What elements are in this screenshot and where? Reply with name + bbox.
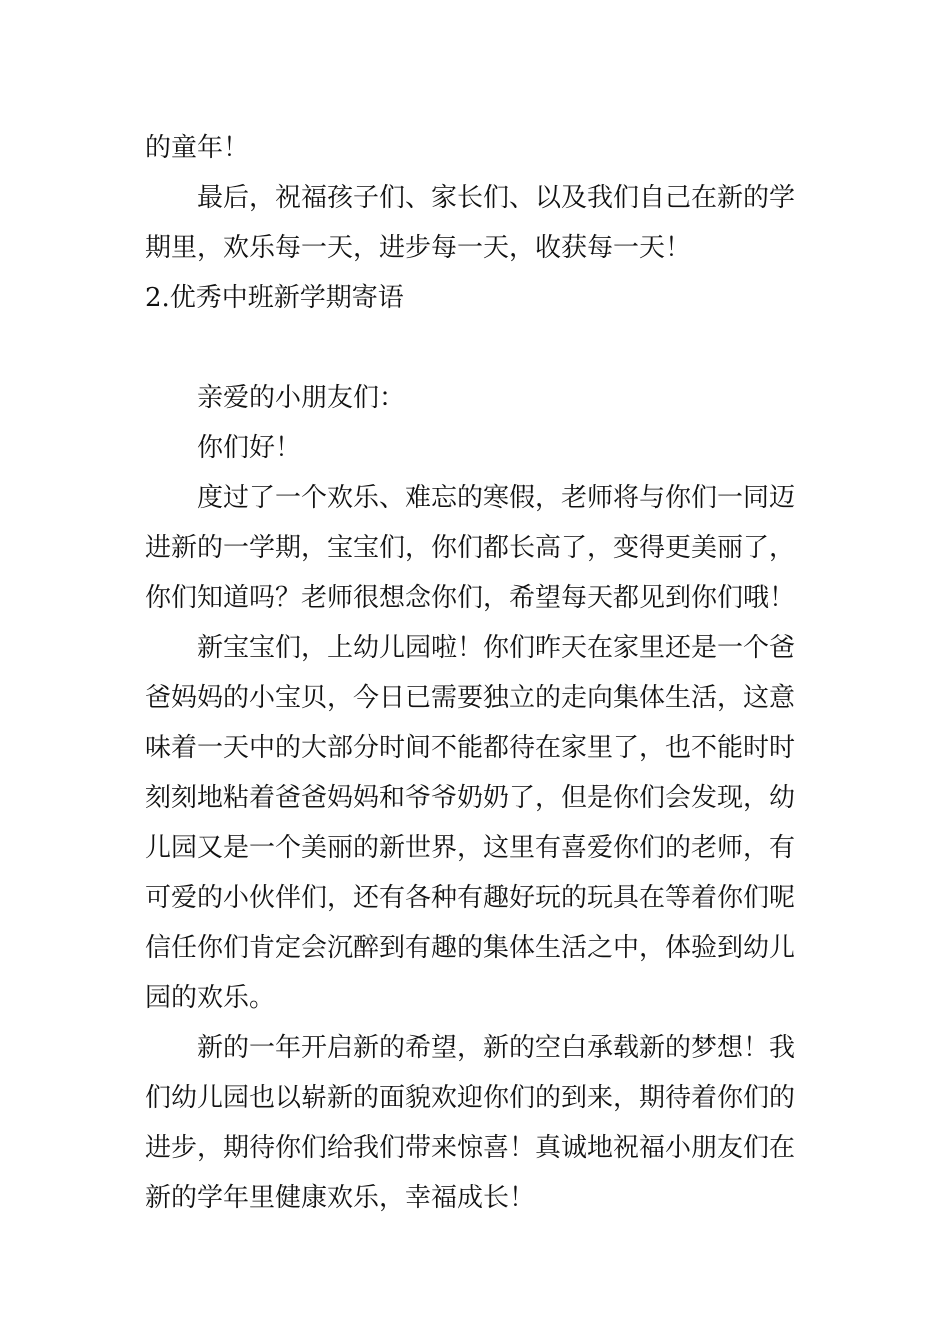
salutation: 亲爱的小朋友们： <box>197 383 406 413</box>
text-line: 你们知道吗？老师很想念你们，希望每天都见到你们哦！ <box>145 583 796 613</box>
text-line: 新的学年里健康欢乐，幸福成长！ <box>145 1183 536 1213</box>
text-line: 味着一天中的大部分时间不能都待在家里了，也不能时时 <box>145 733 796 763</box>
text-line: 园的欢乐。 <box>145 983 276 1013</box>
text-line: 信任你们肯定会沉醉到有趣的集体生活之中，体验到幼儿 <box>145 933 796 963</box>
text-line: 度过了一个欢乐、难忘的寒假，老师将与你们一同迈 <box>197 483 796 513</box>
spacer <box>145 323 810 373</box>
text-line: 儿园又是一个美丽的新世界，这里有喜爱你们的老师，有 <box>145 833 796 863</box>
text-line: 的童年！ <box>145 133 250 163</box>
text-line: 刻刻地粘着爸爸妈妈和爷爷奶奶了，但是你们会发现，幼 <box>145 783 796 813</box>
text-line: 最后，祝福孩子们、家长们、以及我们自己在新的学 <box>197 183 796 213</box>
greeting: 你们好！ <box>197 433 302 463</box>
text-line: 爸妈妈的小宝贝，今日已需要独立的走向集体生活，这意 <box>145 683 796 713</box>
text-line: 们幼儿园也以崭新的面貌欢迎你们的到来，期待着你们的 <box>145 1083 796 1113</box>
text-line: 进步，期待你们给我们带来惊喜！真诚地祝福小朋友们在 <box>145 1133 796 1163</box>
text-line: 可爱的小伙伴们，还有各种有趣好玩的玩具在等着你们呢 <box>145 883 796 913</box>
section-heading: 2.优秀中班新学期寄语 <box>145 283 404 313</box>
text-line: 期里，欢乐每一天，进步每一天，收获每一天！ <box>145 233 692 263</box>
text-line: 新宝宝们，上幼儿园啦！你们昨天在家里还是一个爸 <box>197 633 796 663</box>
document-page <box>145 123 810 1223</box>
text-line: 新的一年开启新的希望，新的空白承载新的梦想！我 <box>197 1033 796 1063</box>
text-line: 进新的一学期，宝宝们，你们都长高了，变得更美丽了， <box>145 533 796 563</box>
